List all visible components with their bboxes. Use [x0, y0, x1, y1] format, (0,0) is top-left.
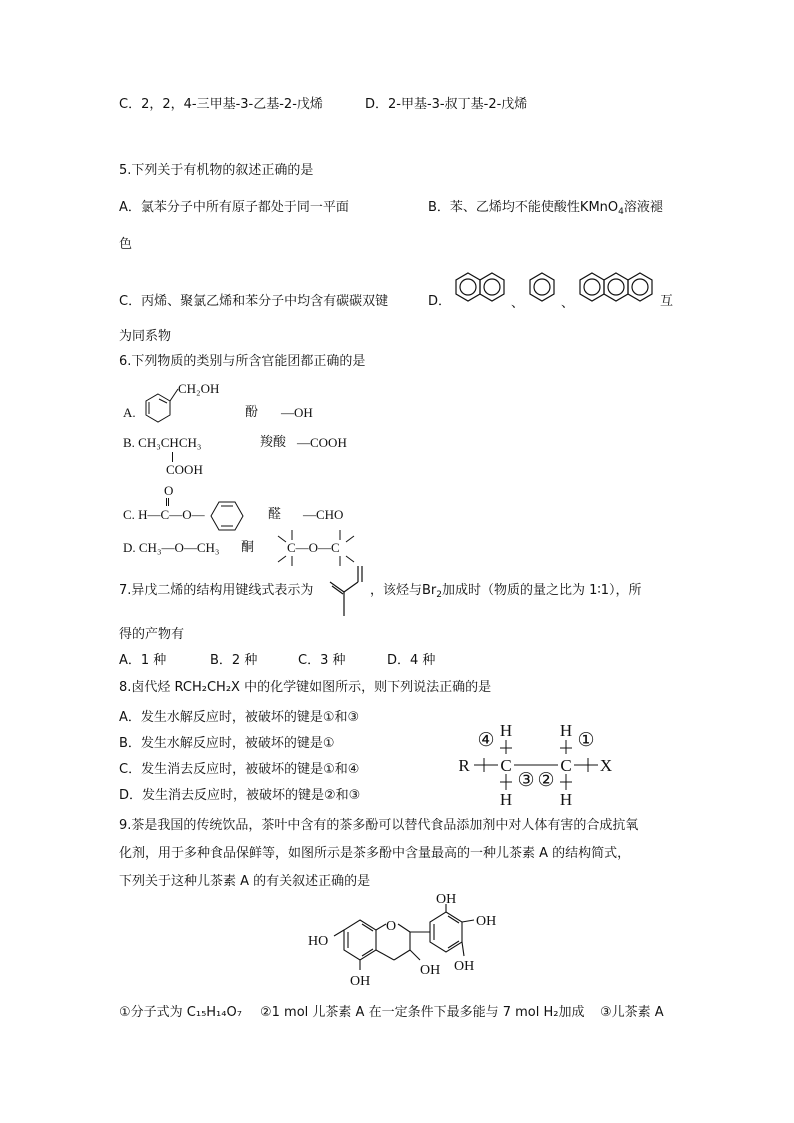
q4-option-c: C．2，2，4-三甲基-3-乙基-2-戊烯: [119, 97, 323, 112]
q6-option-b-label: B. CH₃CHCH₃: [123, 435, 202, 450]
q8-option-a: A．发生水解反应时，被破坏的键是①和③: [119, 710, 360, 725]
q6-option-d-functional-group: C—O—C: [287, 540, 340, 555]
bond-3-marker: ③: [517, 770, 535, 791]
q8-option-d: D．发生消去反应时，被破坏的键是②和③: [119, 788, 361, 803]
q6-option-a-label: A.: [123, 405, 136, 420]
q6-option-d-label: D. CH₃—O—CH₃: [123, 540, 220, 555]
q4-option-d: D．2-甲基-3-叔丁基-2-戊烯: [365, 97, 528, 112]
q6-option-c-label: C. H—C—O—: [123, 507, 205, 522]
q9-statement-1: ①分子式为 C₁₅H₁₄O₇: [119, 1005, 242, 1020]
q6-option-c-functional-group: —CHO: [303, 507, 344, 522]
q9-stem-line-3: 下列关于这种儿茶素 A 的有关叙述正确的是: [119, 874, 371, 889]
q8-stem: 8.卤代烃 RCH₂CH₂X 中的化学键如图所示，则下列说法正确的是: [119, 680, 492, 695]
oh-right-label: OH: [476, 914, 497, 929]
q5-option-a: A．氯苯分子中所有原子都处于同一平面: [119, 200, 349, 215]
bond-4-marker: ④: [477, 730, 495, 751]
phenyl-ring-structure: [205, 500, 249, 532]
oh-lower-right-label: OH: [454, 959, 475, 974]
q5-option-d-continued: 为同系物: [119, 329, 172, 344]
haloalkane-bond-diagram: [454, 718, 644, 810]
oh-bottom-label: OH: [350, 974, 371, 989]
ho-left-label: HO: [308, 934, 329, 949]
carbon-2-label: C: [560, 756, 572, 775]
q7-option-d: D．4 种: [387, 653, 436, 668]
q6-option-a-group: CH₂OH: [178, 381, 220, 396]
halogen-x-label: X: [599, 756, 613, 775]
bond-1-marker: ①: [577, 730, 595, 751]
q6-option-a-class: 酚: [245, 405, 259, 420]
q5-option-c: C．丙烯、聚氯乙烯和苯分子中均含有碳碳双键: [119, 294, 389, 309]
hydrogen-top-1-label: H: [499, 721, 513, 740]
q7-option-b: B．2 种: [210, 653, 258, 668]
q7-stem: 7.异戊二烯的结构用键线式表示为: [119, 583, 314, 598]
bond-2-marker: ②: [537, 770, 555, 791]
q5-option-b-continued: 色: [119, 237, 133, 252]
ring-oxygen-label: O: [386, 919, 397, 934]
q7-option-a: A．1 种: [119, 653, 167, 668]
q5-stem: 5.下列关于有机物的叙述正确的是: [119, 163, 314, 178]
q8-option-c: C．发生消去反应时，被破坏的键是①和④: [119, 762, 360, 777]
q8-option-b: B．发生水解反应时，被破坏的键是①: [119, 736, 335, 751]
q5-option-b: B．苯、乙烯均不能使酸性KMnO$_4$溶液褪: [428, 200, 663, 217]
q9-statement-3: ③儿茶素 A: [600, 1005, 664, 1020]
q6-option-c-carbonyl-o: O: [164, 483, 174, 498]
q6-option-c-double-bond: [166, 498, 169, 506]
q5-option-d-tail: 互: [660, 294, 674, 309]
q6-option-c-class: 醛: [268, 507, 282, 522]
q5-option-d-label: D．: [428, 294, 452, 309]
hydrogen-top-2-label: H: [559, 721, 573, 740]
benzene-structure: [527, 271, 557, 307]
q9-stem-line-2: 化剂，用于多种食品保鲜等，如图所示是茶多酚中含量最高的一种儿茶素 A 的结构简式，: [119, 846, 631, 861]
q6-option-b-functional-group: —COOH: [297, 435, 347, 450]
q6-stem: 6.下列物质的类别与所含官能团都正确的是: [119, 354, 366, 369]
q6-option-d-class: 酮: [241, 540, 255, 555]
oh-middle-label: OH: [420, 963, 441, 978]
comma-separator-2: 、: [561, 296, 575, 311]
catechin-structure: [300, 890, 530, 1002]
naphthalene-structure: [454, 271, 510, 307]
r-group-label: R: [458, 756, 470, 775]
q6-option-b-carboxyl: COOH: [166, 462, 203, 477]
comma-separator-1: 、: [511, 296, 525, 311]
carbon-1-label: C: [500, 756, 512, 775]
q7-stem-continued: ，该烃与$Br_2$加成时（物质的量之比为 1∶1），所: [370, 583, 642, 600]
hydrogen-bottom-1-label: H: [499, 790, 513, 809]
q9-stem-line-1: 9.茶是我国的传统饮品，茶叶中含有的茶多酚可以替代食品添加剂中对人体有害的合成抗氧: [119, 818, 639, 833]
q7-option-c: C．3 种: [298, 653, 346, 668]
q6-option-a-functional-group: —OH: [281, 405, 313, 420]
hydrogen-bottom-2-label: H: [559, 790, 573, 809]
oh-top-label: OH: [436, 892, 457, 907]
q9-statement-2: ②1 mol 儿茶素 A 在一定条件下最多能与 7 mol H₂加成: [260, 1005, 585, 1020]
isoprene-skeletal-structure: [328, 562, 370, 620]
q6-option-b-class: 羧酸: [260, 435, 287, 450]
anthracene-structure: [578, 271, 658, 307]
q7-stem-line-2: 得的产物有: [119, 627, 185, 642]
